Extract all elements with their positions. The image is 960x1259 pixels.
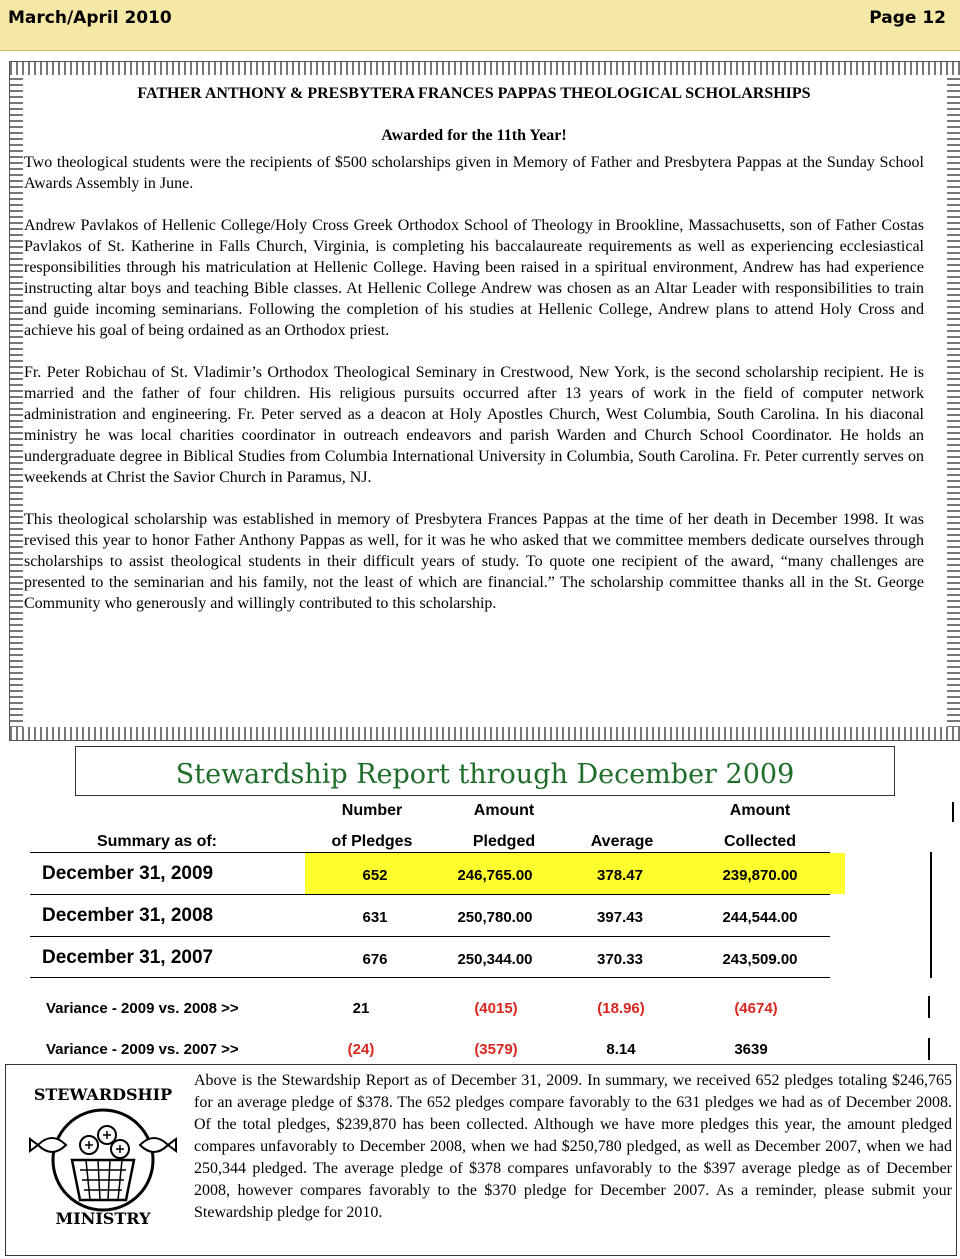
row-collected: 239,870.00 bbox=[722, 867, 798, 884]
variance-number: 21 bbox=[352, 1000, 370, 1017]
variance-divider bbox=[928, 996, 930, 1018]
variance-label: Variance - 2009 vs. 2008 >> bbox=[46, 1000, 239, 1017]
paragraph-andrew: Andrew Pavlakos of Hellenic College/Holy Cross Greek Orthodox School of Theology in Brookline, Massachusetts, son of Father Costas Pavlakos of St. Katherine in Falls Church, Virginia, is completing his baccalaureate requirements as well as experiencing ecclesiastical responsibilities through his matriculation at Hellenic College. Having been raised in a spiritual environment, Andrew has had experience instructing altar boys and teaching Bible classes. At Hellenic College Andrew was chosen as an Altar Leader with responsibilities to train and guide incoming seminarians. Following the completion of his studies at Hellenic College, Andrew plans to attend Holy Cross and achieve his goal of being ordained as an Orthodox priest. bbox=[24, 217, 924, 339]
header-collected-bottom: Collected bbox=[723, 833, 796, 850]
article-title: FATHER ANTHONY & PRESBYTERA FRANCES PAPPAS THEOLOGICAL SCHOLARSHIPS bbox=[137, 85, 811, 102]
logo-bottom-text: MINISTRY bbox=[55, 1209, 151, 1228]
table-row bbox=[30, 936, 830, 978]
variance-collected: (4674) bbox=[734, 1000, 778, 1017]
variance-average: 8.14 bbox=[606, 1041, 636, 1058]
table-row bbox=[30, 852, 830, 893]
paragraph-intro: Two theological students were the recipients of $500 scholarships given in Memory of Father and Presbytera Pappas at the Sunday School Awards Assembly in June. bbox=[24, 154, 924, 192]
row-pledged: 250,780.00 bbox=[457, 909, 533, 926]
row-collected: 244,544.00 bbox=[722, 909, 798, 926]
stewardship-summary-text: Above is the Stewardship Report as of December 31, 2009. In summary, we received 652 pledges totaling $246,765 for an average pledge of $378. The 652 pledges compare favorably to the 631 pledges we had as of December 2008. Of the total pledges, $239,870 has been collected. Although we have more pledges this year, the amount pledged compares unfavorably to December 2008, when we had $250,780 pledged, as well as December 2007, when we had 250,344 pledged. The average pledge of $378 compares unfavorably to the $397 average pledge as of December 2008, however compares favorably to the $370 pledge for December 2007. As a reminder, please submit your Stewardship pledge for 2010. bbox=[194, 1072, 952, 1221]
paragraph-history: This theological scholarship was established in memory of Presbytera Frances Pappas at the time of her death in December 1998. It was revised this year to honor Father Anthony Pappas as well, for it was he who asked that we committee members dedicate ourselves through scholarships to assist theological students in their difficult years of study. To quote one recipient of the award, “many challenges are presented to the seminarian and his family, not the least of which are financial.” The scholarship committee thanks all in the St. George Community who generously and willingly contributed to this scholarship. bbox=[24, 511, 924, 612]
row-number: 676 bbox=[362, 951, 388, 968]
header-number-bottom: of Pledges bbox=[331, 833, 413, 850]
issue-date: March/April 2010 bbox=[8, 8, 172, 28]
variance-pledged: (3579) bbox=[474, 1041, 518, 1058]
header-summary: Summary as of: bbox=[96, 833, 218, 850]
fish-basket-icon bbox=[22, 1105, 184, 1215]
table-divider bbox=[930, 852, 932, 978]
variance-divider bbox=[928, 1038, 930, 1060]
table-divider bbox=[952, 802, 954, 822]
variance-average: (18.96) bbox=[597, 1000, 645, 1017]
scholarship-article bbox=[24, 78, 924, 635]
header-average: Average bbox=[590, 833, 654, 850]
header-collected-top: Amount bbox=[729, 802, 791, 819]
row-label: December 31, 2009 bbox=[42, 863, 214, 884]
row-label: December 31, 2007 bbox=[42, 947, 214, 968]
page-number: Page 12 bbox=[869, 8, 946, 28]
logo-top-text: STEWARDSHIP bbox=[33, 1085, 173, 1104]
stewardship-title: Stewardship Report through December 2009 bbox=[75, 746, 895, 796]
row-number: 631 bbox=[362, 909, 388, 926]
row-average: 378.47 bbox=[597, 867, 643, 884]
variance-number: (24) bbox=[347, 1041, 375, 1058]
table-row bbox=[30, 894, 830, 935]
row-label: December 31, 2008 bbox=[42, 905, 214, 926]
variance-collected: 3639 bbox=[734, 1041, 768, 1058]
row-average: 397.43 bbox=[597, 909, 643, 926]
header-amount-top: Amount bbox=[473, 802, 535, 819]
row-collected: 243,509.00 bbox=[722, 951, 798, 968]
stewardship-table bbox=[12, 800, 952, 1060]
row-average: 370.33 bbox=[597, 951, 643, 968]
paragraph-peter: Fr. Peter Robichau of St. Vladimir’s Orthodox Theological Seminary in Crestwood, New York, is the second scholarship recipient. He is married and the father of four children. His religious pursuits occurred after 13 years of work in the field of computer network administration and engineering. Fr. Peter served as a deacon at Holy Apostles Church, West Columbia, South Carolina. In his diaconal ministry he was local charities coordinator in outreach endeavors and parish Warden and Church School Coordinator. He holds an undergraduate degree in Biblical Studies from Columbia International University in Columbia, South Carolina. Fr. Peter currently serves on weekends at Christ the Savior Church in Paramus, NJ. bbox=[24, 364, 924, 486]
stewardship-logo bbox=[22, 1085, 184, 1235]
header-number-top: Number bbox=[341, 802, 403, 819]
variance-label: Variance - 2009 vs. 2007 >> bbox=[46, 1041, 239, 1058]
row-number: 652 bbox=[362, 867, 388, 884]
page-header bbox=[0, 0, 960, 51]
variance-pledged: (4015) bbox=[474, 1000, 518, 1017]
row-pledged: 246,765.00 bbox=[457, 867, 533, 884]
article-subtitle: Awarded for the 11th Year! bbox=[381, 127, 567, 144]
row-pledged: 250,344.00 bbox=[457, 951, 533, 968]
header-amount-bottom: Pledged bbox=[472, 833, 536, 850]
